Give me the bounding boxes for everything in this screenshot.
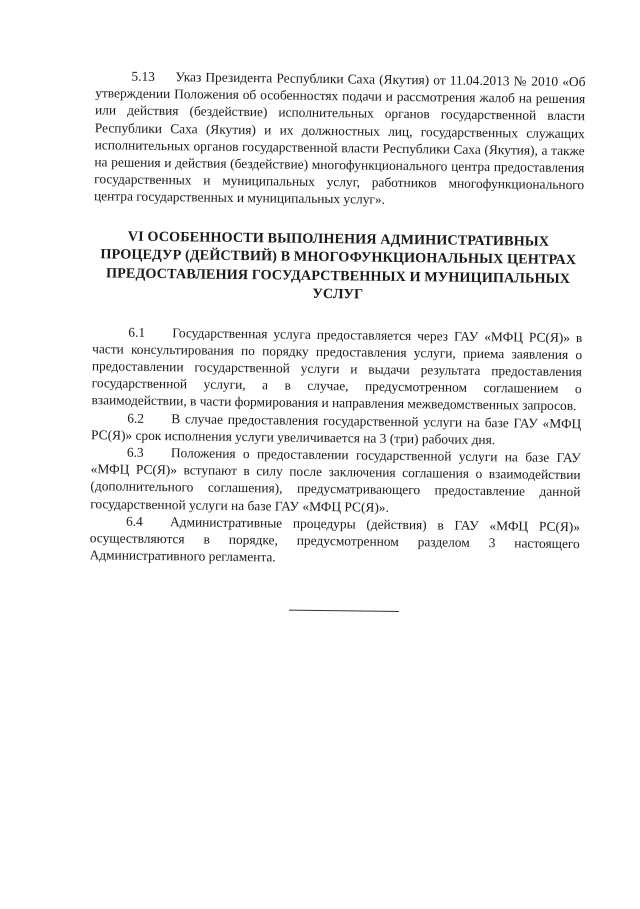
clause-text: Указ Президента Республики Саха (Якутия) от 11.04.2013 № 2010 «Об утверждении Положения об особенностях подачи и рассмотрения жалоб на решения или действия (бездействие) исполнительных органов государственной власти Республики Саха (Якутия) и их должностных лиц, государственных служащих исполнительных органов государственной власти Республики Саха (Якутия), а также на решения и действия (бездействие) многофункционального центра предоставления государственных и муниципальных услуг, работников многофункционального центра государственных и муниципальных услуг». (93, 69, 586, 208)
clause-6-3 (90, 443, 581, 518)
section-title: VI ОСОБЕННОСТИ ВЫПОЛНЕНИЯ АДМИНИСТРАТИВНЫХ ПРОЦЕДУР (ДЕЙСТВИЙ) В МНОГОФУНКЦИОНАЛЬНЫХ ЦЕНТРАХ ПРЕДОСТАВЛЕНИЯ ГОСУДАРСТВЕННЫХ И МУНИЦИПАЛЬНЫХ УСЛУГ (100, 228, 577, 303)
clause-number: 6.2 (127, 410, 145, 426)
clause-6-1 (91, 323, 582, 415)
end-divider (289, 610, 399, 612)
clause-text: В случае предоставления государственной услуги на базе ГАУ «МФЦ РС(Я)» срок исполнения услуги увеличивается на 3 (три) рабочих дня. (91, 410, 582, 447)
clause-text: Положения о предоставлении государственной услуги на базе ГАУ «МФЦ РС(Я)» вступают в силу после заключения соглашения о взаимодействии (дополнительного соглашения), предусматривающего предоставление данной государственной услуги на базе ГАУ «МФЦ РС(Я)». (90, 445, 581, 515)
clause-text: Государственная услуга предоставляется через ГАУ «МФЦ РС(Я)» в части консультирования по порядку предоставления услуги, приема заявления о предоставлении государственной услуги и выдачи результата предоставления государственной услуги, а в случае, предусмотренном соглашением о взаимодействии, в части формирования и направления межведомственных запросов. (91, 324, 583, 414)
clause-5-13 (94, 67, 586, 211)
clause-number: 6.3 (126, 444, 144, 460)
clause-number: 5.13 (131, 68, 156, 84)
clause-number: 6.4 (125, 513, 143, 529)
clause-text: Административные процедуры (действия) в ГАУ «МФЦ РС(Я)» осуществляются в порядке, предусмотренном разделом 3 настоящего Административного регламента. (89, 514, 581, 565)
clause-6-4 (90, 512, 581, 570)
clause-number: 6.1 (128, 324, 146, 340)
clause-list (90, 323, 583, 570)
